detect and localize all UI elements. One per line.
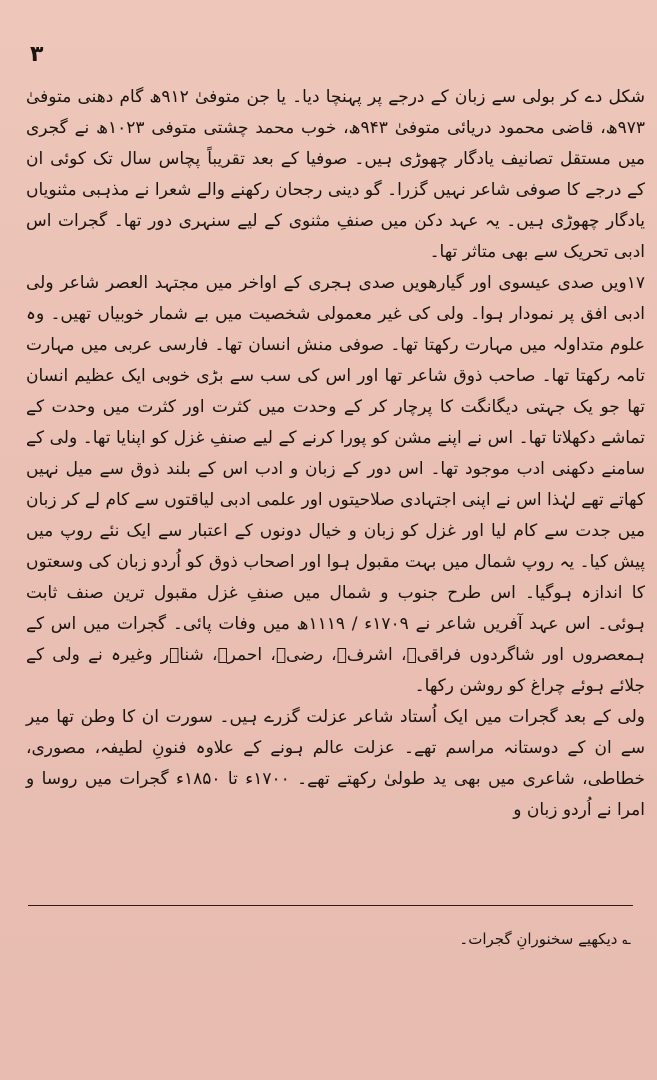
body-text (26, 82, 645, 826)
paragraph-2: ۱۷ویں صدی عیسوی اور گیارھویں صدی ہجری کے اواخر میں مجتہد العصر شاعر ولی ادبی افق پر نمودار ہوا۔ ولی کی غیر معمولی شخصیت میں بے شمار خوبیاں تھیں۔ وہ علوم متداولہ میں مہارت رکھتا تھا۔ صوفی منش انسان تھا۔ فارسی عربی میں مہارت تامہ رکھتا تھا۔ صاحب ذوق شاعر تھا اور اس کی سب سے بڑی خوبی ایک عظیم انسان تھا جو یک جہتی دیگانگت کا پرچار کر کے وحدت میں کثرت اور کثرت میں وحدت کے تماشے دکھلاتا تھا۔ اس نے اپنے مشن کو پورا کرنے کے لیے صنفِ غزل کو اپنایا تھا۔ ولی کے سامنے دکھنی ادب موجود تھا۔ اس دور کے زبان و ادب اس کے بلند ذوق سے میل نہیں کھاتے تھے لہٰذا اس نے اپنی اجتہادی صلاحیتوں اور علمی ادبی لیاقتوں سے کام لے کر زبان میں جدت سے کام لیا اور غزل کو زبان و خیال دونوں کے اعتبار سے ایک نئے روپ میں پیش کیا۔ یہ روپ شمال میں بہت مقبول ہوا اور اصحاب ذوق کو اُردو زبان کی وسعتوں کا اندازہ ہوگیا۔ اس طرح جنوب و شمال میں صنفِ غزل مقبول ترین صنف ثابت ہوئی۔ اس عہد آفریں شاعر نے ۱۷۰۹ء / ۱۱۱۹ھ میں وفات پائی۔ گجرات میں اس کے ہمعصروں اور شاگردوں فراقیؔ، اشرفؔ، رضیؔ، احمرؔ، شناؔر وغیرہ نے ولی کے جلائے ہوئے چراغ کو روشن رکھا۔ (26, 273, 645, 696)
paragraph-1: شکل دے کر بولی سے زبان کے درجے پر پہنچا دیا۔ یا جن متوفیٰ ۹۱۲ھ گام دھنی متوفیٰ ۹۷۳ھ، قاضی محمود دریائی متوفیٰ ۹۴۳ھ، خوب محمد چشتی متوفی ۱۰۲۳ھ نے گجری میں مستقل تصانیف یادگار چھوڑی ہیں۔ صوفیا کے بعد تقریباً پچاس سال تک کوئی ان کے درجے کا صوفی شاعر نہیں گزرا۔ گو دینی رجحان رکھنے والے شعرا نے مذہبی مثنویاں یادگار چھوڑی ہیں۔ یہ عہد دکن میں صنفِ مثنوی کے لیے سنہری دور تھا۔ گجرات اس ادبی تحریک سے بھی متاثر تھا۔ (26, 87, 646, 262)
footnote-divider (28, 905, 633, 906)
page-number: ۳ (30, 42, 44, 67)
footnote: ؎ دیکھیے سخنورانِ گجرات۔ (459, 930, 631, 948)
paragraph-3: ولی کے بعد گجرات میں ایک اُستاد شاعر عزلت گزرے ہیں۔ سورت ان کا وطن تھا میر سے ان کے دوستانہ مراسم تھے۔ عزلت عالم ہونے کے علاوہ فنونِ لطیفہ، مصوری، خطاطی، شاعری میں بھی ید طولیٰ رکھتے تھے۔ ۱۷۰۰ء تا ۱۸۵۰ء گجرات میں روسا و امرا نے اُردو زبان و (26, 707, 645, 820)
